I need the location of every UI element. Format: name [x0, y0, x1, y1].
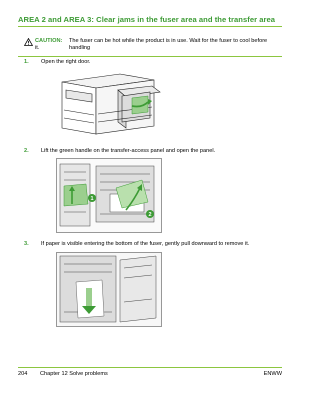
figure-remove-paper [56, 252, 162, 327]
caution-text: The fuser can be hot while the product is in use. Wait for the fuser to cool before handling [69, 38, 268, 52]
page-number: 204 [18, 371, 28, 377]
step-3-number: 3. [24, 241, 29, 247]
step-1-number: 1. [24, 59, 29, 65]
section-heading: AREA 2 and AREA 3: Clear jams in the fuser area and the transfer area [18, 15, 276, 24]
caution-label: CAUTION: [35, 38, 63, 44]
caution-rule [18, 56, 282, 57]
chapter-title: Chapter 12 Solve problems [40, 371, 108, 377]
caution-text-continued: it. [35, 45, 40, 51]
printer-illustration [56, 70, 166, 140]
fuser-paper-illustration [56, 252, 162, 327]
step-2-number: 2. [24, 148, 29, 154]
footer-rule [18, 367, 282, 368]
document-code: ENWW [263, 371, 282, 377]
callout-1-label: 1 [90, 196, 94, 202]
figure-open-right-door [56, 70, 166, 140]
step-1-text: Open the right door. [41, 59, 91, 65]
transfer-panel-illustration [56, 158, 162, 233]
heading-rule [18, 26, 282, 27]
step-3-text: If paper is visible entering the bottom of the fuser, gently pull downward to remove it. [41, 241, 250, 247]
callout-2-label: 2 [148, 212, 152, 218]
caution-warning-icon [24, 38, 33, 46]
step-2-text: Lift the green handle on the transfer-access panel and open the panel. [41, 148, 216, 154]
figure-transfer-panel [56, 158, 162, 233]
